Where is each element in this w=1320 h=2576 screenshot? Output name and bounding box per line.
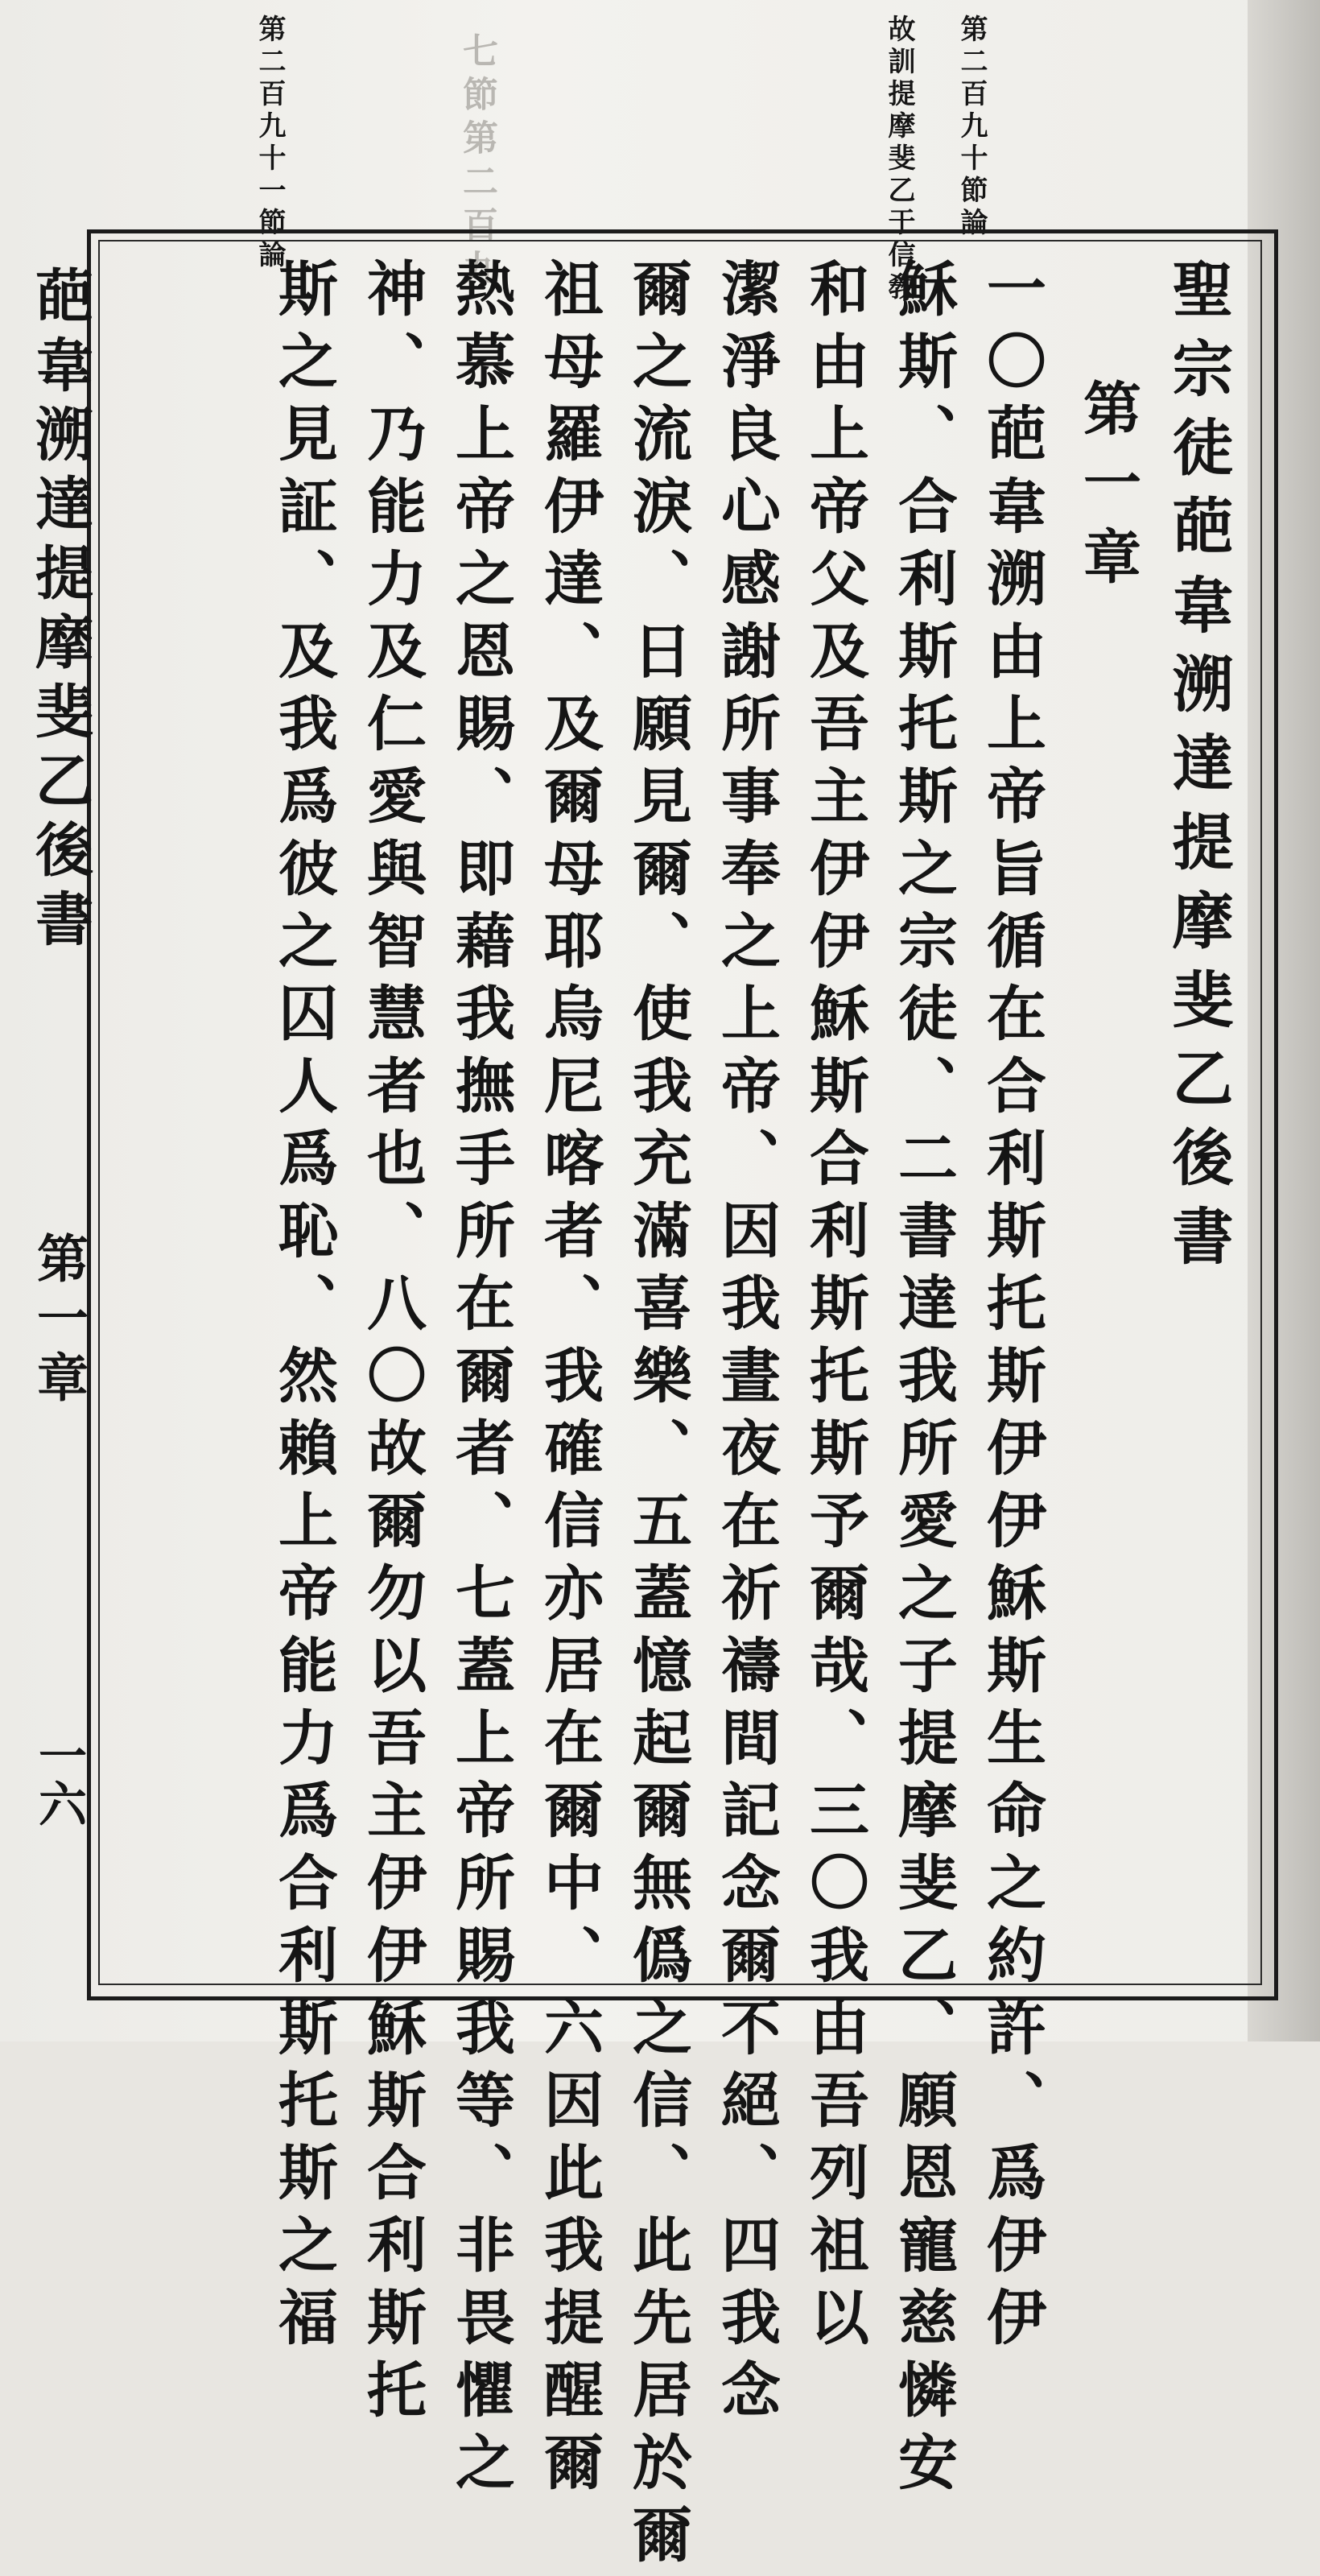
book-title-column: 聖宗徒葩韋溯達提摩斐乙後書 — [1162, 258, 1234, 1283]
text-column-9: 斯之見証、及我爲彼之囚人爲恥、然賴上帝能力爲合利斯托斯之福 — [269, 258, 338, 2359]
margin-note-1: 第二百九十節論 — [955, 14, 988, 240]
margin-note-2: 故訓提摩斐乙于信敎 — [883, 14, 915, 304]
text-column-8: 神、乃能力及仁愛與智慧者也、八〇故爾勿以吾主伊伊穌斯合利斯托 — [357, 258, 427, 2431]
text-column-6: 祖母羅伊達、及爾母耶烏尼喀者、我確信亦居在爾中、六因此我提醒爾 — [534, 258, 604, 2504]
show-through-text: 七節第二百九 — [456, 32, 497, 293]
text-column-1: 一〇葩韋溯由上帝旨循在合利斯托斯伊伊穌斯生命之約許、爲伊伊 — [977, 258, 1046, 2359]
text-column-2: 穌斯、合利斯托斯之宗徒、二書達我所愛之子提摩斐乙、願恩寵慈憐安 — [889, 258, 958, 2504]
text-column-3: 和由上帝父及吾主伊伊穌斯合利斯托斯予爾哉、三〇我由吾列祖以 — [800, 258, 869, 2359]
text-column-4: 潔淨良心感謝所事奉之上帝、因我晝夜在祈禱間記念爾不絕、四我念 — [712, 258, 781, 2431]
running-title: 葩韋溯達提摩斐乙後書 — [26, 266, 94, 958]
margin-note-3: 第二百九十一節論 — [254, 14, 286, 272]
text-column-7: 熱慕上帝之恩賜、即藉我撫手所在爾者、七蓋上帝所賜我等、非畏懼之 — [446, 258, 515, 2504]
text-column-5: 爾之流淚、日願見爾、使我充滿喜樂、五蓋憶起爾無僞之信、此先居於爾 — [623, 258, 692, 2576]
running-chapter: 第一章 — [28, 1232, 89, 1410]
chapter-heading: 第一章 — [1074, 378, 1142, 601]
page-number: 一六 — [31, 1731, 87, 1827]
